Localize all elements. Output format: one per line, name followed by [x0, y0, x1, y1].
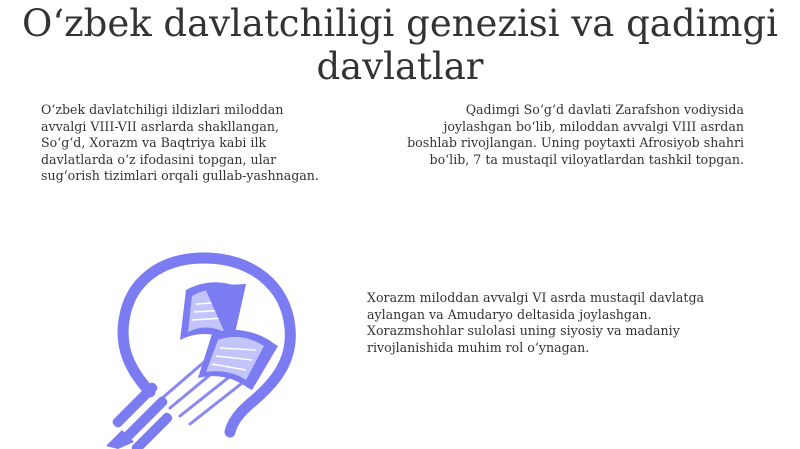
- paragraph-middle: Xorazm miloddan avvalgi VI asrda mustaqil davlatga aylangan va Amudaryo deltasida joylashgan. Xorazmshohlar sulolasi uning siyosiy va madaniy rivojlanishida muhim rol o‘ynagan.: [367, 290, 705, 355]
- paragraph-left: O‘zbek davlatchiligi ildizlari miloddan avvalgi VIII-VII asrlarda shakllangan, So‘g‘d, Xorazm va Baqtriya kabi ilk davlatlarda o‘z ifodasini topgan, ular sug‘orish tizimlari orqali gullab-yashnagan.: [41, 102, 319, 184]
- paragraph-right: Qadimgi So‘g‘d davlati Zarafshon vodiysida joylashgan bo‘lib, miloddan avvalgi VIII asrdan boshlab rivojlangan. Uning poytaxti Afrosiyob shahri bo‘lib, 7 ta mustaqil viloyatlardan tashkil topgan.: [407, 102, 744, 167]
- lightbulb-with-books-icon: [100, 250, 310, 449]
- bulb-base: [106, 381, 174, 449]
- slide-title: O‘zbek davlatchiligi genezisi va qadimgi davlatlar: [22, 2, 778, 88]
